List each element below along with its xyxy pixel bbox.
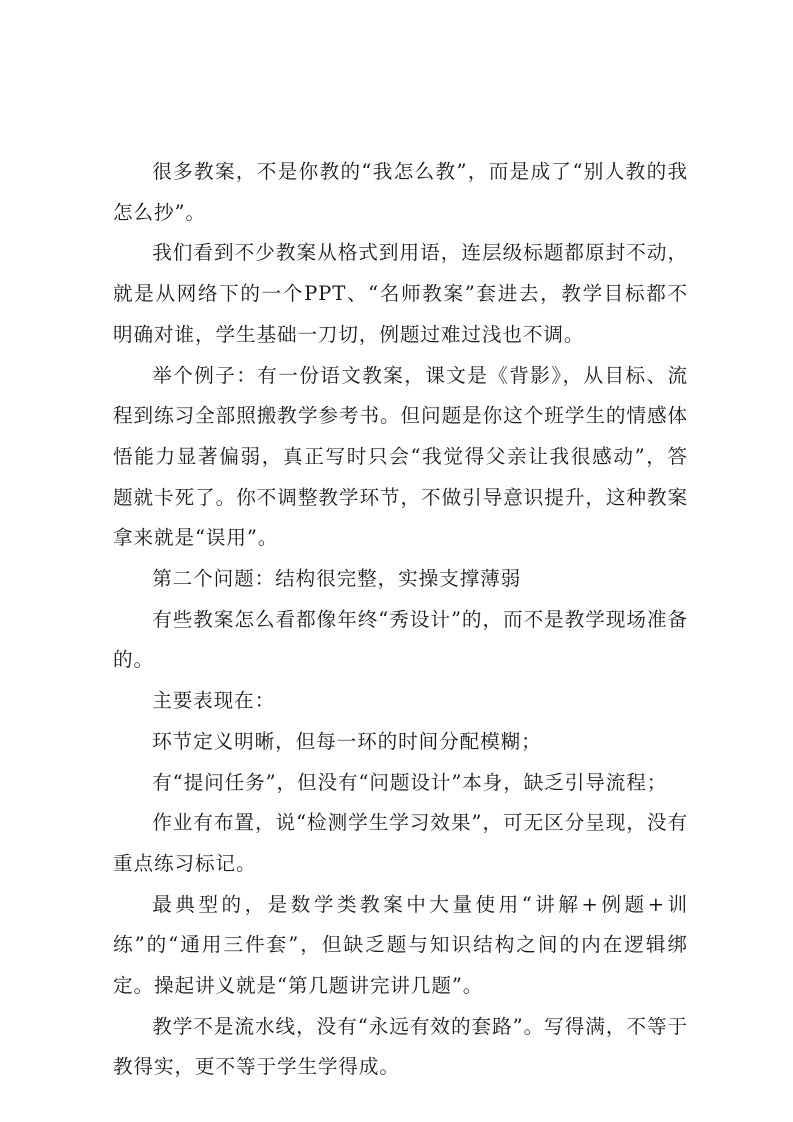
list-item: 有“提问任务”，但没有“问题设计”本身，缺乏引导流程； (152, 770, 668, 794)
paragraph: 最典型的，是数学类教案中大量使用“讲解+例题+训练”的“通用三件套”，但缺乏题与知识结构之间的内在逻辑绑定。操起讲义就是“第几题讲完讲几题”。 (113, 892, 688, 998)
paragraph: 主要表现在： (152, 689, 276, 713)
paragraph: 有些教案怎么看都像年终“秀设计”的，而不是教学现场准备的。 (113, 607, 688, 672)
paragraph: 很多教案，不是你教的“我怎么教”，而是成了“别人教的我怎么抄”。 (113, 160, 688, 224)
list-item: 环节定义明晰，但每一环的时间分配模糊； (152, 729, 542, 753)
section-heading: 第二个问题：结构很完整，实操支撑薄弱 (152, 567, 522, 591)
paragraph: 我们看到不少教案从格式到用语，连层级标题都原封不动，就是从网络下的一个PPT、“名师教案”套进去，教学目标都不明确对谁，学生基础一刀切，例题过难过浅也不调。 (113, 241, 688, 346)
document-body (113, 152, 688, 1088)
list-item: 作业有布置，说“检测学生学习效果”，可无区分呈现，没有重点练习标记。 (113, 811, 688, 875)
paragraph: 教学不是流水线，没有“永远有效的套路”。写得满，不等于教得实，更不等于学生学得成。 (113, 1014, 688, 1079)
paragraph: 举个例子：有一份语文教案，课文是《背影》，从目标、流程到练习全部照搬教学参考书。但问题是你这个班学生的情感体悟能力显著偏弱，真正写时只会“我觉得父亲让我很感动”，答题就卡死了。你不调整教学环节，不做引导意识提升，这种教案拿来就是“误用”。 (113, 363, 688, 550)
